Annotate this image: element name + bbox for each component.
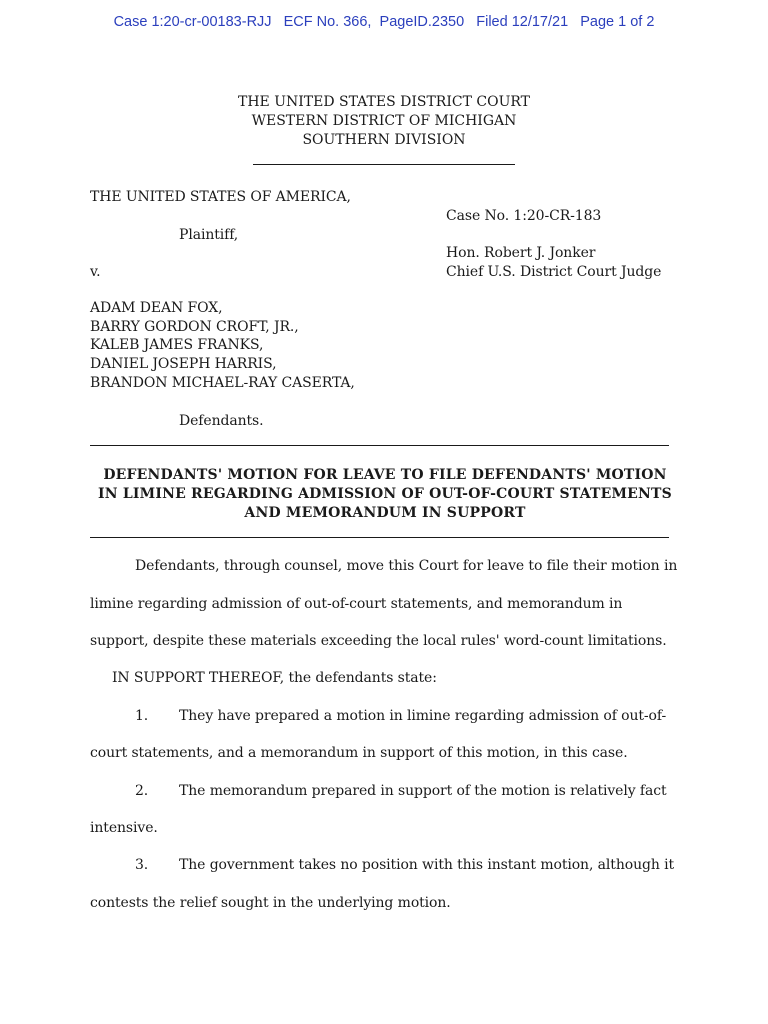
item-text-line: They have prepared a motion in limine regarding admission of out-of-	[179, 708, 667, 724]
caption-divider-top	[90, 445, 669, 446]
ecf-filing-header: Case 1:20-cr-00183-RJJ ECF No. 366, PageID.2350 Filed 12/17/21 Page 1 of 2	[113, 14, 655, 30]
intro-paragraph-line: limine regarding admission of out-of-court statements, and memorandum in	[90, 596, 623, 612]
defendants-role: Defendants.	[179, 413, 264, 429]
court-division: SOUTHERN DIVISION	[302, 132, 466, 148]
case-number: Case No. 1:20-CR-183	[446, 208, 602, 224]
support-heading: IN SUPPORT THEREOF, the defendants state:	[112, 670, 437, 686]
court-district: WESTERN DISTRICT OF MICHIGAN	[251, 113, 517, 129]
judge-name: Hon. Robert J. Jonker	[446, 245, 596, 261]
court-name: THE UNITED STATES DISTRICT COURT	[237, 94, 530, 110]
defendant-name: DANIEL JOSEPH HARRIS,	[90, 356, 277, 372]
item-text-line: intensive.	[90, 820, 158, 836]
item-number: 1.	[135, 708, 149, 724]
intro-paragraph-line: Defendants, through counsel, move this Court for leave to file their motion in	[135, 558, 678, 574]
court-underline	[253, 164, 515, 165]
caption-divider-bottom	[90, 537, 669, 538]
item-text-line: court statements, and a memorandum in support of this motion, in this case.	[90, 745, 628, 761]
item-text-line: contests the relief sought in the underlying motion.	[90, 895, 451, 911]
item-text-line: The memorandum prepared in support of the motion is relatively fact	[179, 783, 667, 799]
item-number: 3.	[135, 857, 149, 873]
judge-title: Chief U.S. District Court Judge	[446, 264, 662, 280]
plaintiff-name: THE UNITED STATES OF AMERICA,	[90, 189, 351, 205]
intro-paragraph-line: support, despite these materials exceeding the local rules' word-count limitations.	[90, 633, 667, 649]
item-text-line: The government takes no position with this instant motion, although it	[179, 857, 675, 873]
motion-title-line2: IN LIMINE REGARDING ADMISSION OF OUT-OF-COURT STATEMENTS	[98, 486, 672, 502]
plaintiff-role: Plaintiff,	[179, 227, 239, 243]
versus-label: v.	[90, 264, 101, 280]
motion-title-line3: AND MEMORANDUM IN SUPPORT	[244, 505, 526, 521]
defendant-name: KALEB JAMES FRANKS,	[90, 337, 264, 353]
item-number: 2.	[135, 783, 149, 799]
motion-title-line1: DEFENDANTS' MOTION FOR LEAVE TO FILE DEFENDANTS' MOTION	[103, 467, 667, 483]
defendant-name: BRANDON MICHAEL-RAY CASERTA,	[90, 375, 355, 391]
defendant-name: ADAM DEAN FOX,	[90, 300, 223, 316]
defendant-name: BARRY GORDON CROFT, JR.,	[90, 319, 299, 335]
